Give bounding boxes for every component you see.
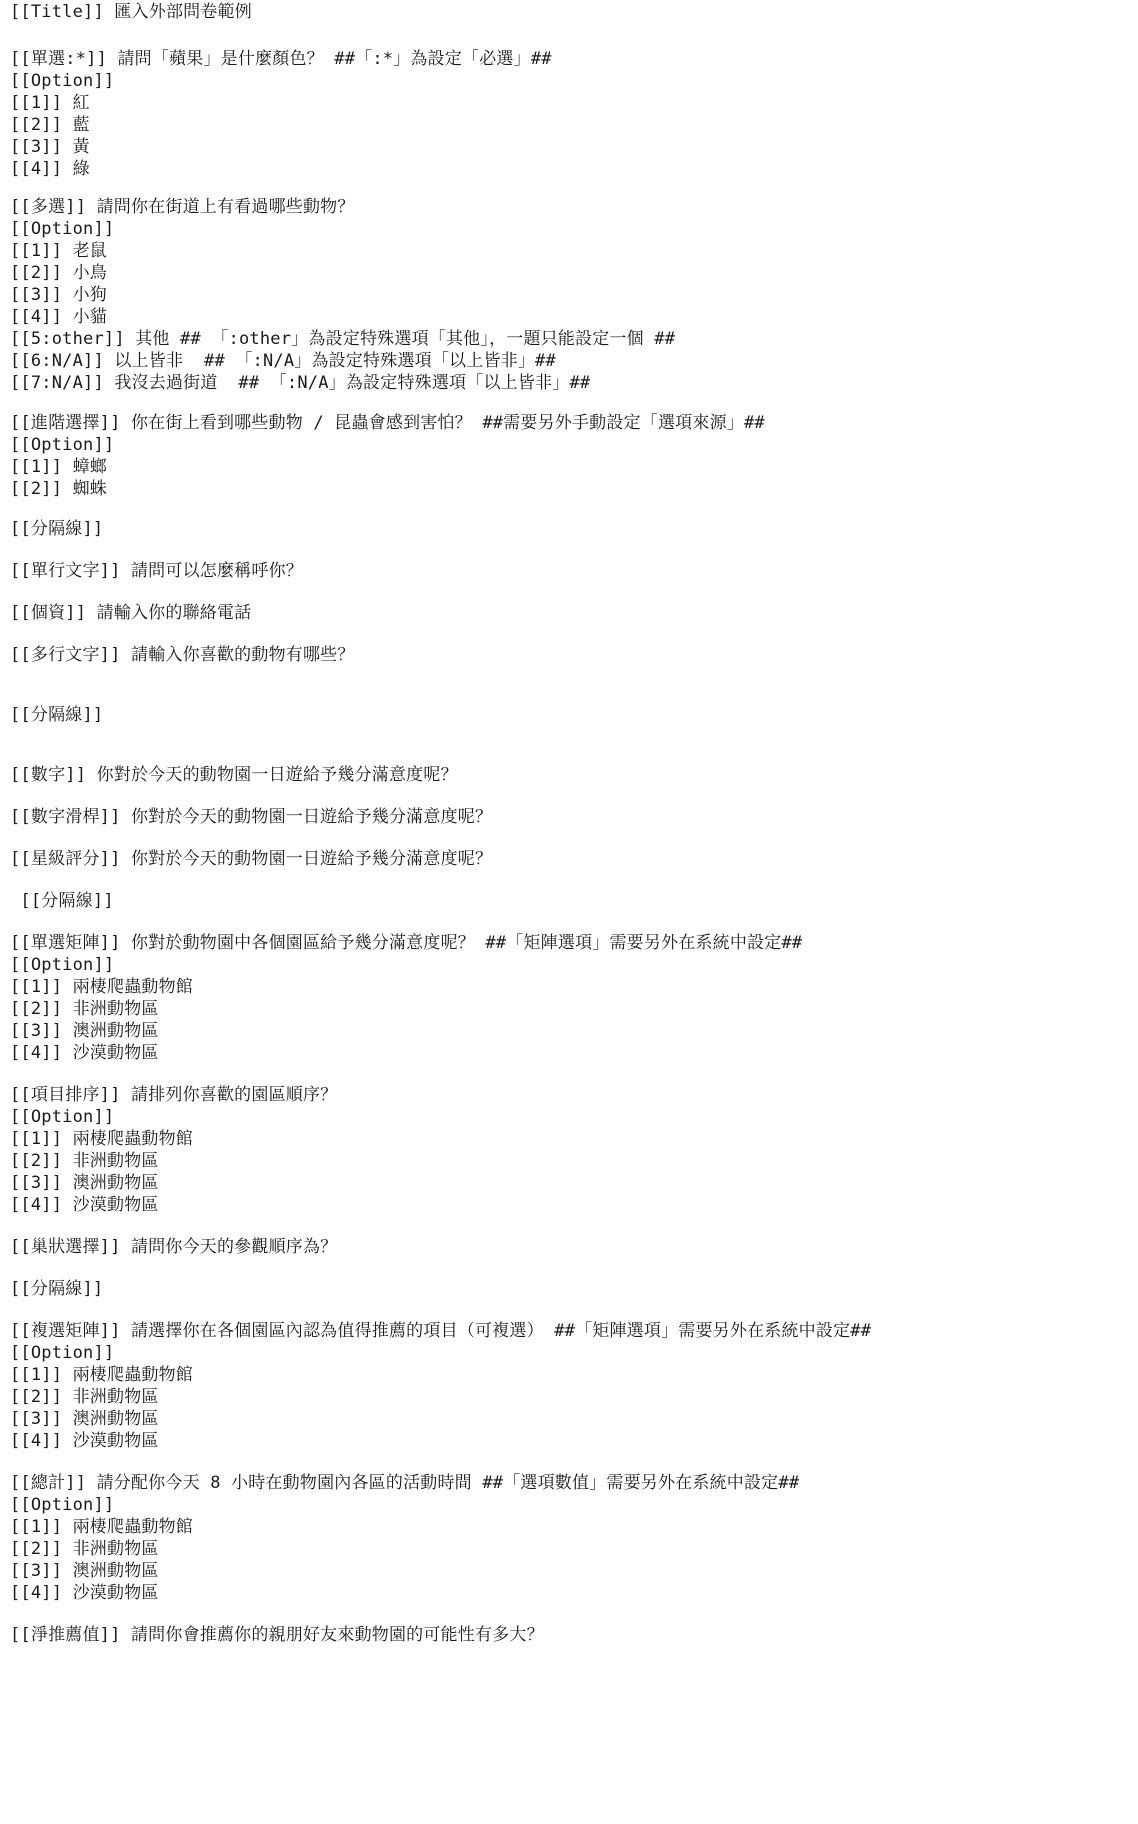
document-line: [[多選]] 請問你在街道上有看過哪些動物？ [10,197,355,217]
document-line: [[多行文字]] 請輸入你喜歡的動物有哪些？ [10,645,355,665]
document-line: [[個資]] 請輸入你的聯絡電話 [10,603,252,623]
document-line: [[2]] 非洲動物區 [10,1151,159,1171]
document-line: [[2]] 藍 [10,115,90,135]
document-line: [[複選矩陣]] 請選擇你在各個園區內認為值得推薦的項目（可複選） ##「矩陣選項」需要另外在系統中設定## [10,1321,872,1341]
document-line: [[1]] 兩棲爬蟲動物館 [10,1365,194,1385]
document-line: [[Option]] [10,1343,115,1363]
document-line: [[項目排序]] 請排列你喜歡的園區順序？ [10,1085,338,1105]
document-line: [[單選矩陣]] 你對於動物園中各個園區給予幾分滿意度呢？ ##「矩陣選項」需要另外在系統中設定## [10,933,803,953]
document-line: [[Option]] [10,435,115,455]
document-line: [[星級評分]] 你對於今天的動物園一日遊給予幾分滿意度呢？ [10,849,493,869]
document-line: [[2]] 非洲動物區 [10,1539,159,1559]
document-line: [[單選:*]] 請問「蘋果」是什麼顏色？ ##「:*」為設定「必選」## [10,49,552,69]
document-line: [[數字滑桿]] 你對於今天的動物園一日遊給予幾分滿意度呢？ [10,807,493,827]
document-line: [[3]] 黃 [10,137,90,157]
document-line: [[4]] 沙漠動物區 [10,1195,159,1215]
document-line: [[3]] 澳洲動物區 [10,1021,159,1041]
document-line: [[3]] 小狗 [10,285,108,305]
document-line: [[3]] 澳洲動物區 [10,1409,159,1429]
document-line: [[2]] 小鳥 [10,263,108,283]
document-line: [[1]] 兩棲爬蟲動物館 [10,1517,194,1537]
document-line: [[Option]] [10,955,115,975]
document-line: [[分隔線]] [10,891,114,911]
document-line: [[2]] 非洲動物區 [10,1387,159,1407]
document-line: [[數字]] 你對於今天的動物園一日遊給予幾分滿意度呢？ [10,765,458,785]
document-line: [[Option]] [10,219,115,239]
document-line: [[6:N/A]] 以上皆非 ## 「:N/A」為設定特殊選項「以上皆非」## [10,351,556,371]
document-line: [[1]] 兩棲爬蟲動物館 [10,977,194,997]
document-line: [[1]] 兩棲爬蟲動物館 [10,1129,194,1149]
document-line: [[Title]] 匯入外部問卷範例 [10,2,252,22]
document-line: [[3]] 澳洲動物區 [10,1561,159,1581]
document-line: [[4]] 小貓 [10,307,108,327]
document-line: [[4]] 沙漠動物區 [10,1043,159,1063]
document-line: [[淨推薦值]] 請問你會推薦你的親朋好友來動物園的可能性有多大？ [10,1625,544,1645]
document-line: [[2]] 蜘蛛 [10,479,108,499]
document-line: [[2]] 非洲動物區 [10,999,159,1019]
document-line: [[1]] 老鼠 [10,241,108,261]
document-line: [[進階選擇]] 你在街上看到哪些動物 / 昆蟲會感到害怕？ ##需要另外手動設定「選項來源」## [10,413,765,433]
document-line: [[3]] 澳洲動物區 [10,1173,159,1193]
document-line: [[4]] 沙漠動物區 [10,1431,159,1451]
document-line: [[分隔線]] [10,519,104,539]
document-line: [[Option]] [10,71,115,91]
document-line: [[總計]] 請分配你今天 8 小時在動物園內各區的活動時間 ##「選項數值」需要另外在系統中設定## [10,1473,800,1493]
document-line: [[Option]] [10,1495,115,1515]
document-line: [[Option]] [10,1107,115,1127]
document-line: [[巢狀選擇]] 請問你今天的參觀順序為？ [10,1237,338,1257]
document-line: [[分隔線]] [10,1279,104,1299]
document-line: [[單行文字]] 請問可以怎麼稱呼你？ [10,561,303,581]
document-line: [[4]] 綠 [10,159,90,179]
document-line: [[4]] 沙漠動物區 [10,1583,159,1603]
document-line: [[5:other]] 其他 ## 「:other」為設定特殊選項「其他」，一題只能設定一個 ## [10,329,676,349]
document-line: [[分隔線]] [10,705,104,725]
document-line: [[7:N/A]] 我沒去過街道 ## 「:N/A」為設定特殊選項「以上皆非」## [10,373,591,393]
document-line: [[1]] 蟑螂 [10,457,108,477]
document-line: [[1]] 紅 [10,93,90,113]
